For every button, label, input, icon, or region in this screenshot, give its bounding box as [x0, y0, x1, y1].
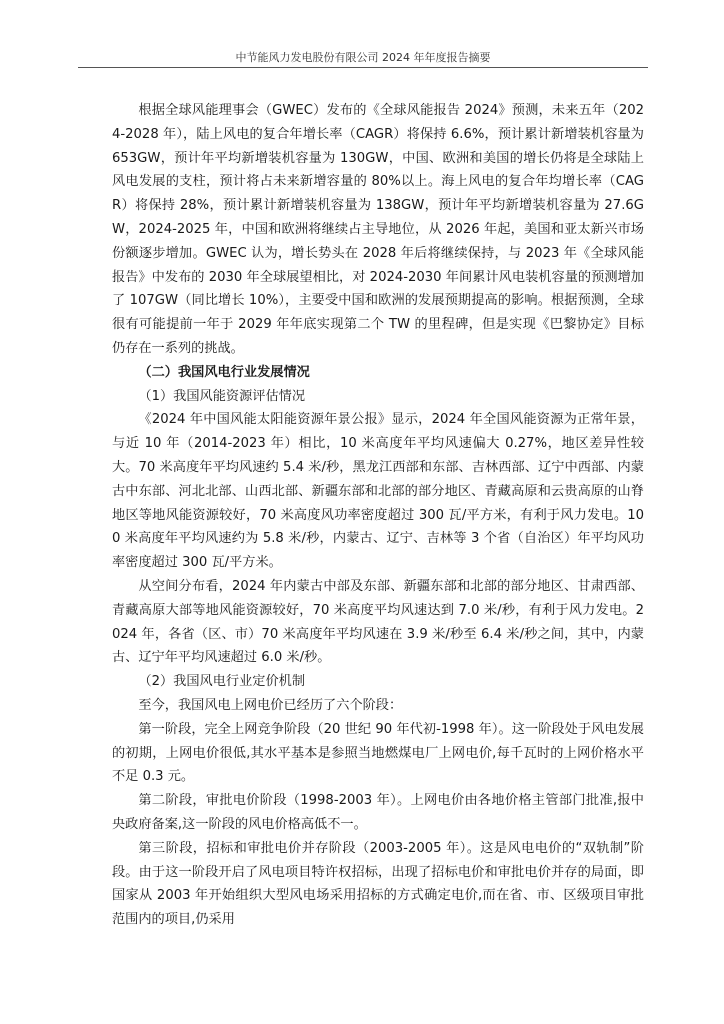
paragraph-stage-two: 第二阶段，审批电价阶段（1998-2003 年）。上网电价由各地价格主管部门批准,报中央政府备案,这一阶段的风电价格高低不一。 [112, 793, 644, 832]
subheading-wind-resource-assessment: （1）我国风能资源评估情况 [138, 388, 306, 404]
paragraph-wind-resource-bulletin: 《2024 年中国风能太阳能资源年景公报》显示，2024 年全国风能资源为正常年景，与近 10 年（2014-2023 年）相比，10 米高度年平均风速偏大 0.27%，地区差异性较大。70 米高度年平均风速约 5.4 米/秒，黑龙江西部和东部、吉林西部、辽宁中西部、内蒙古中东部、河北北部、山西北部、新疆东部和北部的部分地区、青藏高原和云贵高原的山脊地区等地风能资源较好，70 米高度风功率密度超过 300 瓦/平方米，有利于风力发电。100 米高度年平均风速约为 5.8 米/秒，内蒙古、辽宁、吉林等 3 个省（自治区）年平均风功率密度超过 300 瓦/平方米。 [112, 412, 644, 571]
paragraph-spatial-distribution: 从空间分布看，2024 年内蒙古中部及东部、新疆东部和北部的部分地区、甘肃西部、青藏高原大部等地风能资源较好，70 米高度平均风速达到 7.0 米/秒，有利于风力发电。2024 年，各省（区、市）70 米高度年平均风速在 3.9 米/秒至 6.4 米/秒之间，其中，内蒙古、辽宁年平均风速超过 6.0 米/秒。 [112, 578, 644, 666]
document-body [112, 99, 644, 932]
paragraph-stage-three: 第三阶段，招标和审批电价并存阶段（2003-2005 年）。这是风电电价的“双轨制”阶段。由于这一阶段开启了风电项目特许权招标，出现了招标电价和审批电价并存的局面，即国家从 2003 年开始组织大型风电场采用招标的方式确定电价,而在省、市、区级项目审批范围内的项目,仍采用 [112, 840, 644, 928]
paragraph-gwec-forecast: 根据全球风能理事会（GWEC）发布的《全球风能报告 2024》预测，未来五年（2024-2028 年），陆上风电的复合年增长率（CAGR）将保持 6.6%，预计累计新增装机容量为 653GW，预计年平均新增装机容量为 130GW，中国、欧洲和美国的增长仍将是全球陆上风电发展的支柱，预计将占未来新增容量的 80%以上。海上风电的复合年均增长率（CAGR）将保持 28%，预计累计新增装机容量为 138GW，预计年平均新增装机容量为 27.6GW，2024-2025 年，中国和欧洲将继续占主导地位，从 2026 年起，美国和亚太新兴市场份额逐步增加。GWEC 认为，增长势头在 2028 年后将继续保持，与 2023 年《全球风能报告》中发布的 2030 年全球展望相比，对 2024-2030 年间累计风电装机容量的预测增加了 107GW（同比增长 10%），主要受中国和欧洲的发展预期提高的影响。根据预测，全球很有可能提前一年于 2029 年年底实现第二个 TW 的里程碑，但是实现《巴黎协定》目标仍存在一系列的挑战。 [112, 103, 644, 356]
subheading-pricing-mechanism: （2）我国风电行业定价机制 [138, 674, 306, 690]
header-rule [78, 67, 648, 68]
paragraph-pricing-stages-intro: 至今，我国风电上网电价已经历了六个阶段： [138, 697, 403, 713]
paragraph-stage-one: 第一阶段，完全上网竞争阶段（20 世纪 90 年代初-1998 年）。这一阶段处于风电发展的初期，上网电价很低,其水平基本是参照当地燃煤电厂上网电价,每千瓦时的上网价格水平不足 0.3 元。 [112, 721, 644, 785]
running-header: 中节能风力发电股份有限公司 2024 年年度报告摘要 [235, 51, 491, 64]
section-heading-china-wind-industry: （二）我国风电行业发展情况 [138, 364, 310, 380]
